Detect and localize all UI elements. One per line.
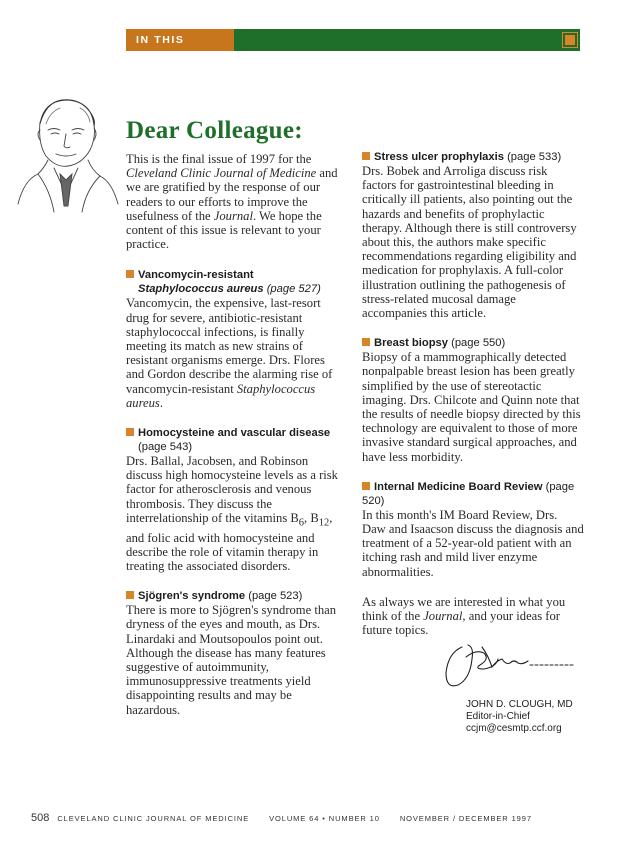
journal-short-name: Journal (423, 609, 463, 624)
square-bullet-icon (126, 270, 134, 278)
page-number: 508 (31, 812, 50, 824)
section-stress-ulcer (362, 150, 584, 320)
body-italic: Staphylococcus aureus (126, 381, 316, 410)
section-body (126, 454, 344, 573)
subscript: 12 (318, 517, 330, 529)
section-sjogren (126, 589, 344, 717)
body-text: Vancomycin, the expensive, last-resort drug for severe, antibiotic-resistant staphylococcal infections, is finally meeting its match as new strains of resistant organisms emerge. Drs. Flores and Gordon describe the alarming rise of vancomycin-resistant (126, 296, 333, 396)
section-title: Sjögren's syndrome (138, 590, 246, 603)
page-reference: (page 533) (503, 151, 562, 163)
square-bullet-icon (362, 338, 370, 346)
page-reference: (page 523) (245, 590, 303, 603)
section-title: Breast biopsy (374, 337, 448, 350)
banner-bar (234, 29, 580, 51)
body-text: Drs. Ballal, Jacobsen, and Robinson discuss high homocysteine levels as a risk factor for atherosclerosis and venous thrombosis. They discuss the interrelationship of the vitamins B (126, 454, 338, 525)
editor-portrait-sketch (10, 94, 120, 214)
body-text: , and folic acid with homocysteine and describe the role of vitamin therapy in treating the associated disorders. (126, 510, 333, 573)
section-board-review (362, 480, 584, 579)
section-homocysteine (126, 426, 344, 573)
footer-volume: VOLUME 64 • NUMBER 10 (269, 814, 380, 823)
section-body: Drs. Bobek and Arroliga discuss risk factors for gastrointestinal bleeding in critically ill patients, also pointing out the hazards and benefits of prophylactic therapy. Although there is still controversy about this, the authors make specific recommendations regarding eligibility and medication for prophylaxis. A full-color illustration outlining the pathogenesis of stress-related mucosal damage accompanies this article. (362, 164, 577, 321)
page-footer (31, 812, 532, 824)
section-body: In this month's IM Board Review, Drs. Daw and Isaacson discuss the diagnosis and treatment of a 52-year-old patient with an itching rash and mild liver enzyme abnormalities. (362, 507, 584, 579)
section-body (126, 296, 344, 410)
intro-text: This is the final issue of 1997 for the (126, 152, 312, 166)
editor-email: ccjm@cesmtp.ccf.org (466, 722, 562, 734)
section-title: Stress ulcer prophylaxis (374, 151, 504, 163)
section-heading (126, 268, 344, 296)
editor-signature (362, 639, 584, 695)
section-title: Homocysteine and vascular disease (138, 427, 331, 440)
page-reference: (page 520) (362, 480, 575, 507)
left-column (126, 152, 344, 733)
intro-text: and we are gratified by the response of our readers to our efforts to improve the usefulness of the (126, 166, 338, 223)
square-bullet-icon (362, 152, 370, 160)
section-heading (362, 480, 584, 508)
closing-paragraph (362, 595, 584, 638)
editor-name: JOHN D. CLOUGH, MD (466, 698, 573, 710)
journal-name: Cleveland Clinic Journal of Medicine (126, 166, 317, 181)
section-breast-biopsy (362, 336, 584, 464)
body-text: . (159, 395, 163, 410)
closing-text: , and your ideas for future topics. (362, 609, 560, 638)
page-reference: (page 527) (263, 283, 321, 296)
section-heading (126, 589, 344, 603)
page-reference: (page 543) (138, 441, 193, 454)
section-title: Vancomycin-resistant (138, 269, 254, 282)
right-column (362, 150, 584, 735)
footer-date: NOVEMBER / DECEMBER 1997 (399, 814, 532, 823)
section-vancomycin (126, 268, 344, 410)
page-reference: (page 550) (448, 337, 506, 350)
closing-text: As always we are interested in what you think of the (362, 594, 566, 624)
banner-square-icon (563, 33, 577, 47)
square-bullet-icon (126, 428, 134, 436)
journal-short-name: Journal (213, 208, 253, 223)
footer-journal: CLEVELAND CLINIC JOURNAL OF MEDICINE (57, 814, 250, 823)
section-body: There is more to Sjögren's syndrome than dryness of the eyes and mouth, as Drs. Linardaki and Moutsopoulos point out. Although the disease has many features suggestive of autoimmunity, immunosuppressive treatments yield disappointing results and may be hazardous. (126, 603, 337, 717)
section-heading (362, 336, 584, 350)
body-text: , B (304, 510, 319, 525)
section-banner (126, 29, 580, 68)
square-bullet-icon (362, 482, 370, 490)
banner-label: IN THIS ISSUE (126, 29, 234, 51)
section-body: Biopsy of a mammographically detected nonpalpable breast lesion has been greatly simplified by the use of stereotactic imaging. Drs. Chilcote and Quinn note that the results of needle biopsy directed by this technology are equivalent to those of more invasive standard surgical approaches, and have less morbidity. (362, 350, 581, 464)
editor-role: Editor-in-Chief (466, 710, 530, 722)
section-title: Internal Medicine Board Review (374, 480, 543, 493)
subscript: 6 (298, 517, 305, 529)
section-subtitle (126, 282, 344, 296)
intro-text: . We hope the content of this issue is relevant to your practice. (126, 208, 322, 252)
section-heading (126, 426, 344, 454)
greeting-heading: Dear Colleague: (126, 117, 303, 144)
signoff-block (362, 699, 584, 735)
intro-paragraph (126, 152, 344, 251)
section-subtitle-text: Staphylococcus aureus (138, 283, 264, 296)
square-bullet-icon (126, 591, 134, 599)
section-heading (362, 150, 584, 164)
